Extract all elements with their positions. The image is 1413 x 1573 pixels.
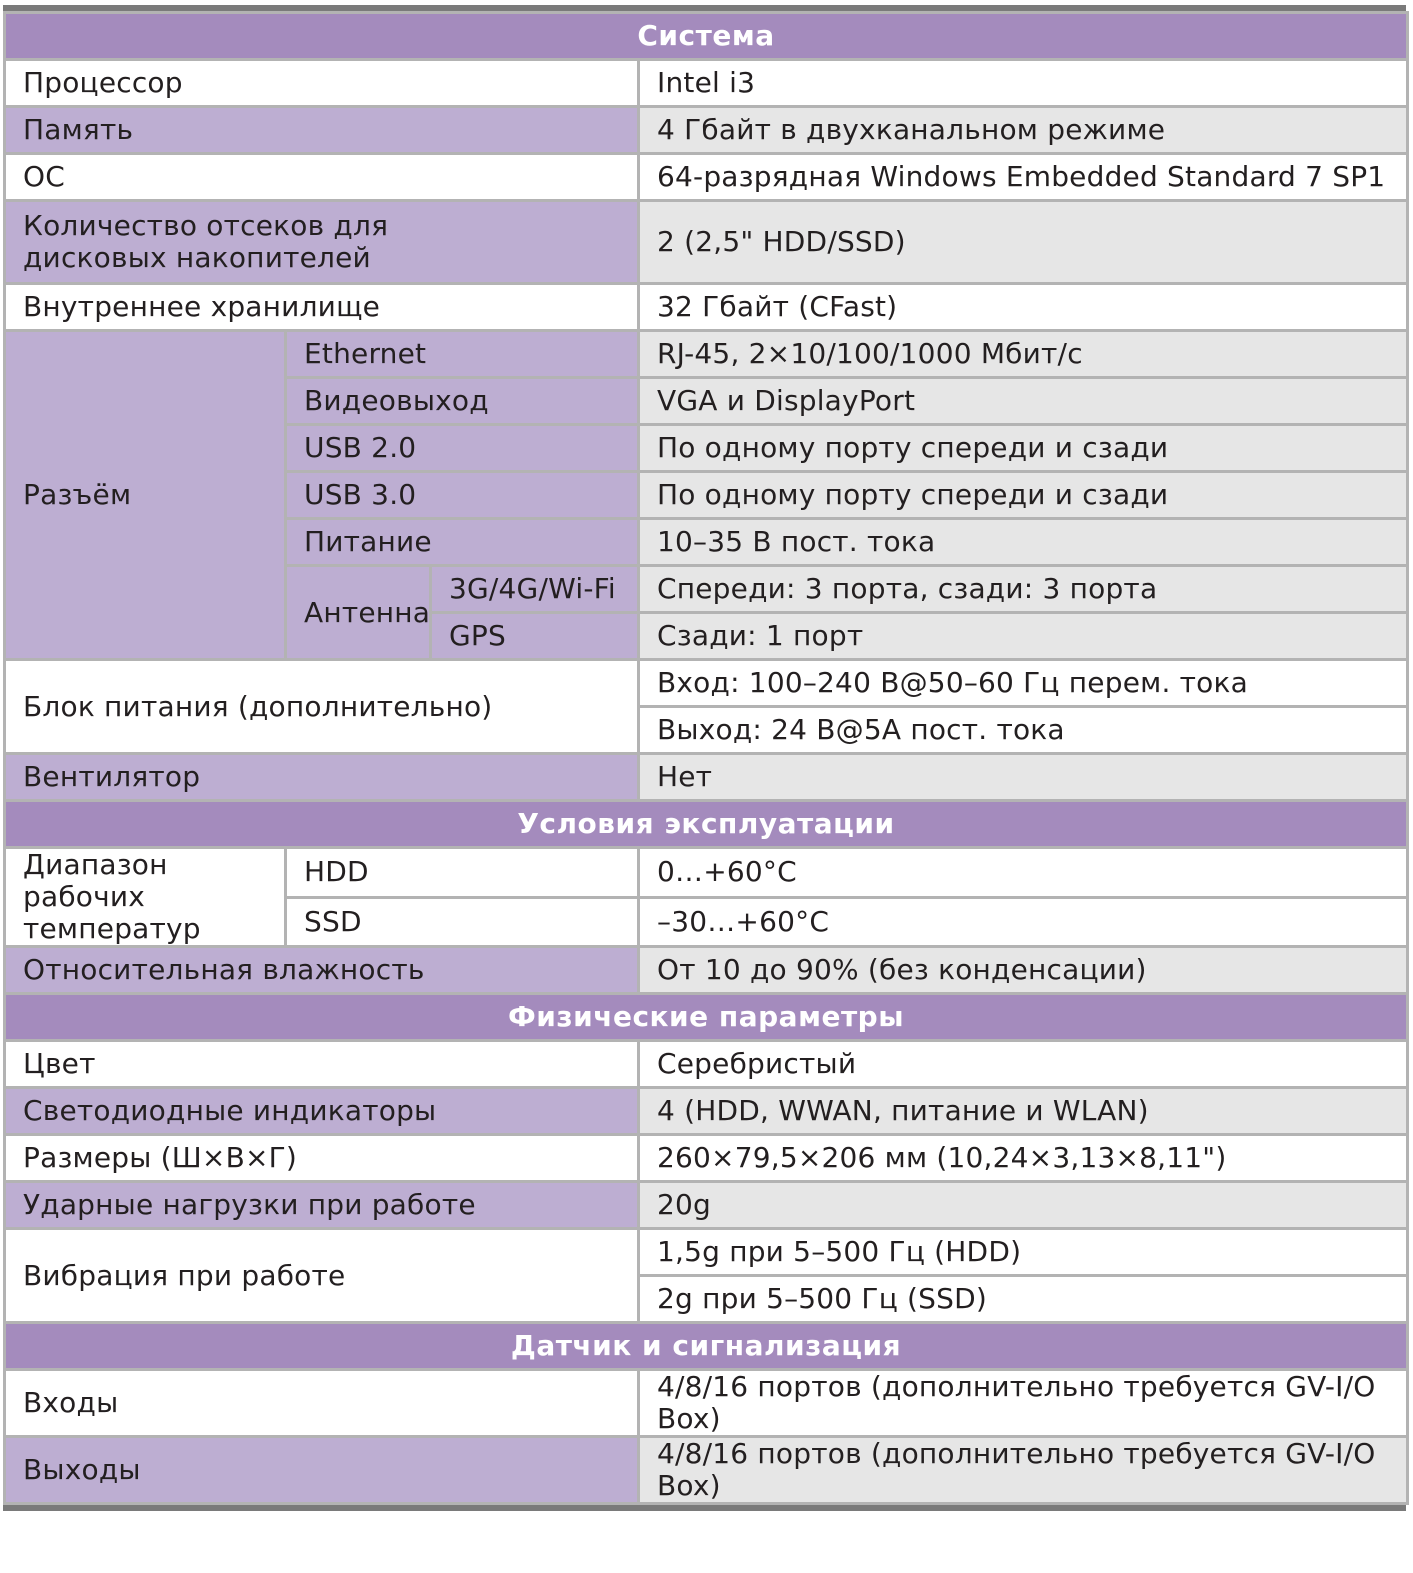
table-row (5, 947, 1408, 994)
inputs-label: Входы (5, 1370, 639, 1437)
outputs-label: Выходы (5, 1437, 639, 1504)
psu-label: Блок питания (дополнительно) (5, 660, 639, 754)
spec-table (3, 11, 1409, 1505)
vibration-hdd-value: 1,5g при 5–500 Гц (HDD) (639, 1229, 1408, 1276)
temp-ssd-label: SSD (286, 897, 639, 947)
outputs-value: 4/8/16 портов (дополнительно требуется GV-I/O Box) (639, 1437, 1408, 1504)
temp-hdd-label: HDD (286, 848, 639, 898)
spec-table-frame (3, 5, 1406, 1511)
section-header-row (5, 801, 1408, 848)
leds-value: 4 (HDD, WWAN, питание и WLAN) (639, 1088, 1408, 1135)
table-row (5, 1041, 1408, 1088)
section-title-system: Система (5, 13, 1408, 60)
table-row (5, 754, 1408, 801)
table-row (5, 1135, 1408, 1182)
shock-label: Ударные нагрузки при работе (5, 1182, 639, 1229)
fan-label: Вентилятор (5, 754, 639, 801)
cpu-label: Процессор (5, 60, 639, 107)
usb3-value: По одному порту спереди и сзади (639, 472, 1408, 519)
ethernet-value: RJ-45, 2×10/100/1000 Мбит/с (639, 331, 1408, 378)
section-header-row (5, 994, 1408, 1041)
video-label: Видеовыход (286, 378, 639, 425)
table-row (5, 848, 1408, 898)
memory-label: Память (5, 107, 639, 154)
bays-label: Количество отсеков для дисковых накопителей (5, 201, 639, 284)
color-label: Цвет (5, 1041, 639, 1088)
table-row (5, 60, 1408, 107)
storage-value: 32 Гбайт (CFast) (639, 284, 1408, 331)
section-title-physical: Физические параметры (5, 994, 1408, 1041)
dimensions-value: 260×79,5×206 мм (10,24×3,13×8,11") (639, 1135, 1408, 1182)
vibration-label: Вибрация при работе (5, 1229, 639, 1323)
os-value: 64-разрядная Windows Embedded Standard 7 SP1 (639, 154, 1408, 201)
wifi-label: 3G/4G/Wi-Fi (431, 566, 639, 613)
table-row (5, 331, 1408, 378)
gps-label: GPS (431, 613, 639, 660)
memory-value: 4 Гбайт в двухканальном режиме (639, 107, 1408, 154)
psu-input-value: Вход: 100–240 В@50–60 Гц перем. тока (639, 660, 1408, 707)
table-row (5, 107, 1408, 154)
temp-ssd-value: –30…+60°С (639, 897, 1408, 947)
table-row (5, 154, 1408, 201)
bays-value: 2 (2,5" HDD/SSD) (639, 201, 1408, 284)
section-title-sensor: Датчик и сигнализация (5, 1323, 1408, 1370)
inputs-value: 4/8/16 портов (дополнительно требуется GV-I/O Box) (639, 1370, 1408, 1437)
humidity-label: Относительная влажность (5, 947, 639, 994)
temp-label: Диапазон рабочих температур (5, 848, 286, 947)
section-header-row (5, 1323, 1408, 1370)
fan-value: Нет (639, 754, 1408, 801)
leds-label: Светодиодные индикаторы (5, 1088, 639, 1135)
humidity-value: От 10 до 90% (без конденсации) (639, 947, 1408, 994)
wifi-value: Спереди: 3 порта, сзади: 3 порта (639, 566, 1408, 613)
video-value: VGA и DisplayPort (639, 378, 1408, 425)
usb2-value: По одному порту спереди и сзади (639, 425, 1408, 472)
power-label: Питание (286, 519, 639, 566)
table-row (5, 1437, 1408, 1504)
psu-output-value: Выход: 24 В@5А пост. тока (639, 707, 1408, 754)
power-value: 10–35 В пост. тока (639, 519, 1408, 566)
usb2-label: USB 2.0 (286, 425, 639, 472)
connector-label: Разъём (5, 331, 286, 660)
table-row (5, 660, 1408, 707)
table-row (5, 201, 1408, 284)
color-value: Серебристый (639, 1041, 1408, 1088)
cpu-value: Intel i3 (639, 60, 1408, 107)
section-header-row (5, 13, 1408, 60)
table-row (5, 1088, 1408, 1135)
ethernet-label: Ethernet (286, 331, 639, 378)
section-title-operation: Условия эксплуатации (5, 801, 1408, 848)
table-row (5, 1370, 1408, 1437)
os-label: ОС (5, 154, 639, 201)
antenna-label: Антенна (286, 566, 431, 660)
table-row (5, 284, 1408, 331)
gps-value: Сзади: 1 порт (639, 613, 1408, 660)
dimensions-label: Размеры (Ш×В×Г) (5, 1135, 639, 1182)
vibration-ssd-value: 2g при 5–500 Гц (SSD) (639, 1276, 1408, 1323)
usb3-label: USB 3.0 (286, 472, 639, 519)
table-row (5, 1229, 1408, 1276)
storage-label: Внутреннее хранилище (5, 284, 639, 331)
table-row (5, 1182, 1408, 1229)
temp-hdd-value: 0…+60°С (639, 848, 1408, 898)
shock-value: 20g (639, 1182, 1408, 1229)
